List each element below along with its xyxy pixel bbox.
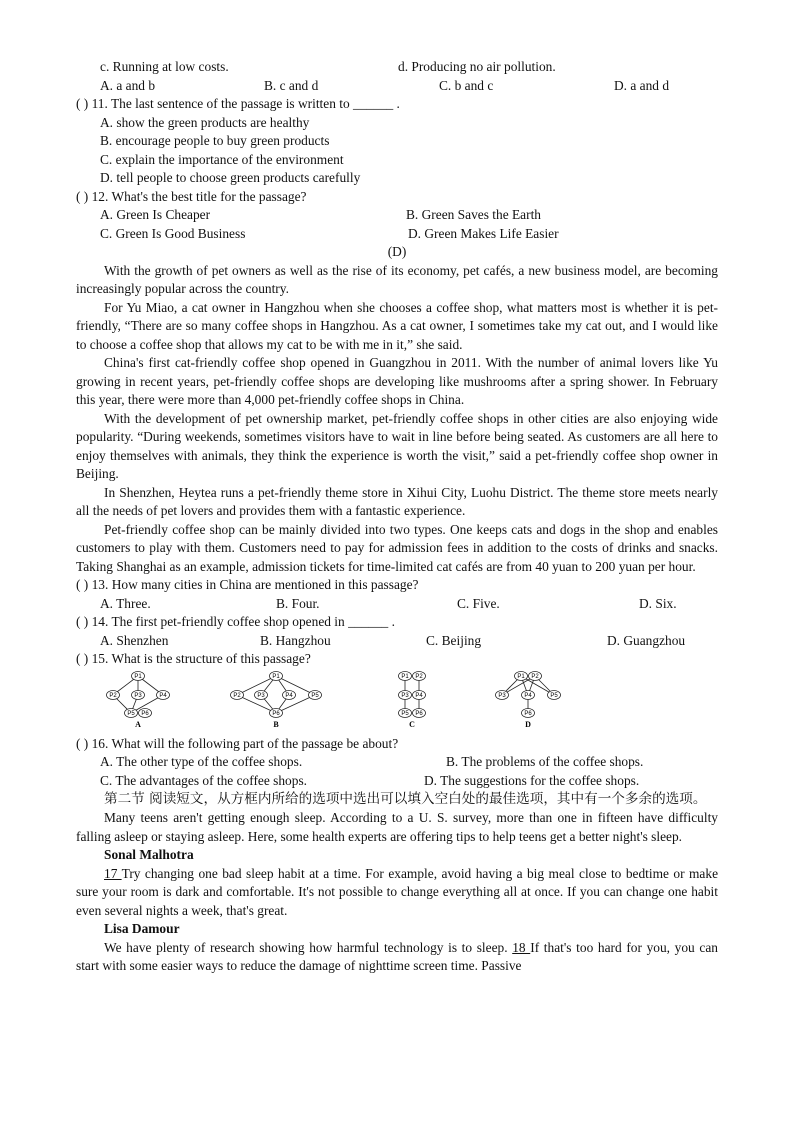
- blank-18[interactable]: 18: [512, 939, 531, 955]
- q16-option-d: D. The suggestions for the coffee shops.: [424, 772, 640, 788]
- q10-choices: [76, 77, 718, 96]
- expert1-text: Try changing one bad sleep habit at a time. For example, avoid having a big meal close to bedtime or make sure your room is dark and comfortable. It's not possible to change everything all at once. If you can change one habit even several nights a week, that's great.: [76, 865, 719, 918]
- q14-option-a: A. Shenzhen: [100, 632, 169, 648]
- diagram-node-label: P4: [159, 692, 167, 699]
- q11-option-b: B. encourage people to buy green products: [100, 133, 330, 148]
- diagram-caption: C: [409, 719, 415, 729]
- q14-stem: ( ) 14. The first pet-friendly coffee shop opened in ______ .: [76, 614, 395, 629]
- blank-17[interactable]: 17: [104, 865, 122, 881]
- q12-stem: ( ) 12. What's the best title for the passage?: [76, 188, 307, 204]
- exam-page: [76, 58, 718, 976]
- diagram-node-label: P3: [401, 692, 409, 699]
- q14-option-c: C. Beijing: [426, 632, 482, 648]
- passage-d-paragraph-5: In Shenzhen, Heytea runs a pet-friendly theme store in Xihui City, Luohu District. The theme store meets nearly all the needs of pet lovers and provides them with a fantastic experience.: [76, 484, 718, 518]
- diagram-node-label: P5: [127, 710, 135, 717]
- q12-option-b: B. Green Saves the Earth: [406, 207, 541, 222]
- q13-option-b: B. Four.: [276, 595, 320, 611]
- q16-options-cd: [76, 772, 718, 791]
- diagram-node-label: P6: [524, 710, 532, 717]
- q11-option-a: A. show the green products are healthy: [100, 114, 310, 130]
- q11-option-d: D. tell people to choose green products carefully: [100, 170, 361, 185]
- q10-options-cd: [76, 58, 718, 77]
- expert2-text-after: If that's too hard for you, you can start with some easier ways to reduce the damage of nighttime screen time. Passive: [76, 939, 718, 973]
- diagram-node-label: P1: [401, 673, 409, 680]
- expert2-paragraph: [76, 939, 718, 976]
- diagram-node-label: P5: [401, 710, 409, 717]
- passage-d-paragraph-4: With the development of pet ownership market, pet-friendly coffee shops in other cities are also enjoying wide popularity. “During weekends, sometimes visitors have to wait in line before being seated. As customers are all here to enjoy themselves with animals, they think the experience is worth the visit,” said a pet-friendly coffee shop owner in Beijing.: [76, 410, 718, 481]
- diagram-connector: [276, 676, 315, 695]
- q14-options: [76, 632, 718, 651]
- diagram-node-label: P4: [415, 692, 423, 699]
- diagram-node-label: P2: [109, 692, 117, 699]
- q14-option-b: B. Hangzhou: [260, 632, 331, 648]
- q11-stem: ( ) 11. The last sentence of the passage is written to ______ .: [76, 96, 400, 111]
- diagram-node-label: P3: [134, 692, 142, 699]
- q12-option-c: C. Green Is Good Business: [100, 225, 246, 241]
- q10-choice-d: D. a and d: [614, 77, 670, 93]
- diagram-node-label: P5: [311, 692, 319, 699]
- q13-option-c: C. Five.: [457, 595, 500, 611]
- diagram-caption: A: [135, 719, 141, 729]
- passage-d-paragraph-6: Pet-friendly coffee shop can be mainly divided into two types. One keeps cats and dogs in the shop and enables customers to play with them. Customers need to pay for admission fees in addition to the costs of drinks and snacks. Taking Shanghai as an example, admission tickets for time-limited cat cafés are from 40 yuan to 200 yuan per hour.: [76, 521, 718, 574]
- q13-stem: ( ) 13. How many cities in China are mentioned in this passage?: [76, 577, 419, 592]
- q15-stem: ( ) 15. What is the structure of this passage?: [76, 651, 311, 666]
- expert1-paragraph: [76, 865, 718, 921]
- q11-option-c: C. explain the importance of the environment: [100, 151, 344, 167]
- diagram-node-label: P4: [524, 692, 532, 699]
- diagram-node-label: P4: [285, 692, 293, 699]
- section2-intro: Many teens aren't getting enough sleep. According to a U. S. survey, more than one in fifteen have difficulty falling asleep or staying asleep. Here, some health experts are offering tips to help teens get a better night's sleep.: [76, 810, 718, 844]
- diagram-node-label: P6: [272, 710, 280, 717]
- q12-option-a: A. Green Is Cheaper: [100, 207, 211, 222]
- passage-d-label: (D): [387, 244, 407, 259]
- passage-d-paragraph-2: For Yu Miao, a cat owner in Hangzhou when she chooses a coffee shop, what matters most is whether it is pet-friendly, “There are so many coffee shops in Hangzhou. As a cat owner, I sometimes take my cat out, and I would like to choose a coffee shop that allows my cat to be with me in it,” she said.: [76, 299, 718, 352]
- diagram-node-label: P1: [134, 673, 142, 680]
- q16-option-a: A. The other type of the coffee shops.: [100, 754, 303, 769]
- diagram-caption: B: [273, 719, 279, 729]
- diagram-node-label: P1: [517, 673, 525, 680]
- diagram-node-label: P2: [233, 692, 241, 699]
- q10-option-d: d. Producing no air pollution.: [398, 59, 556, 74]
- q12-options-cd: [76, 225, 718, 244]
- diagram-node-label: P6: [141, 710, 149, 717]
- diagram-node-label: P2: [415, 673, 423, 680]
- q12-option-d: D. Green Makes Life Easier: [408, 225, 559, 241]
- q12-options-ab: [76, 206, 718, 225]
- q16-options-ab: [76, 753, 718, 772]
- expert2-text-before: We have plenty of research showing how harmful technology is to sleep.: [104, 939, 513, 955]
- diagram-node-label: P6: [415, 710, 423, 717]
- q15-structure-diagrams: [76, 669, 718, 735]
- diagram-node-label: P2: [531, 673, 539, 680]
- passage-d-paragraph-1: With the growth of pet owners as well as the rise of its economy, pet cafés, a new business model, are becoming increasingly popular across the country.: [76, 262, 718, 296]
- structure-diagrams-svg: [76, 669, 596, 735]
- q16-option-c: C. The advantages of the coffee shops.: [100, 772, 307, 788]
- q10-choice-c: C. b and c: [439, 77, 494, 93]
- q13-options: [76, 595, 718, 614]
- q14-option-d: D. Guangzhou: [607, 632, 686, 648]
- q16-stem: ( ) 16. What will the following part of the passage be about?: [76, 735, 399, 751]
- diagram-node-label: P3: [498, 692, 506, 699]
- section2-instruction: 第二节 阅读短文，从方框内所给的选项中选出可以填入空白处的最佳选项，其中有一个多余的选项。: [104, 791, 707, 807]
- expert1-name: Sonal Malhotra: [104, 847, 194, 862]
- expert2-name: Lisa Damour: [104, 921, 180, 936]
- q10-option-c: c. Running at low costs.: [100, 59, 229, 74]
- diagram-caption: D: [525, 719, 531, 729]
- q13-option-a: A. Three.: [100, 595, 151, 611]
- diagram-node-label: P5: [550, 692, 558, 699]
- diagram-node-label: P1: [272, 673, 280, 680]
- q16-option-b: B. The problems of the coffee shops.: [446, 754, 644, 769]
- q10-choice-a: A. a and b: [100, 77, 156, 93]
- q13-option-d: D. Six.: [639, 595, 677, 611]
- diagram-node-label: P3: [257, 692, 265, 699]
- q10-choice-b: B. c and d: [264, 77, 319, 93]
- passage-d-paragraph-3: China's first cat-friendly coffee shop opened in Guangzhou in 2011. With the number of animal lovers like Yu growing in recent years, pet-friendly coffee shops are developing like mushrooms after a spring shower. In February this year, there were more than 4,000 pet-friendly coffee shops in China.: [76, 355, 718, 407]
